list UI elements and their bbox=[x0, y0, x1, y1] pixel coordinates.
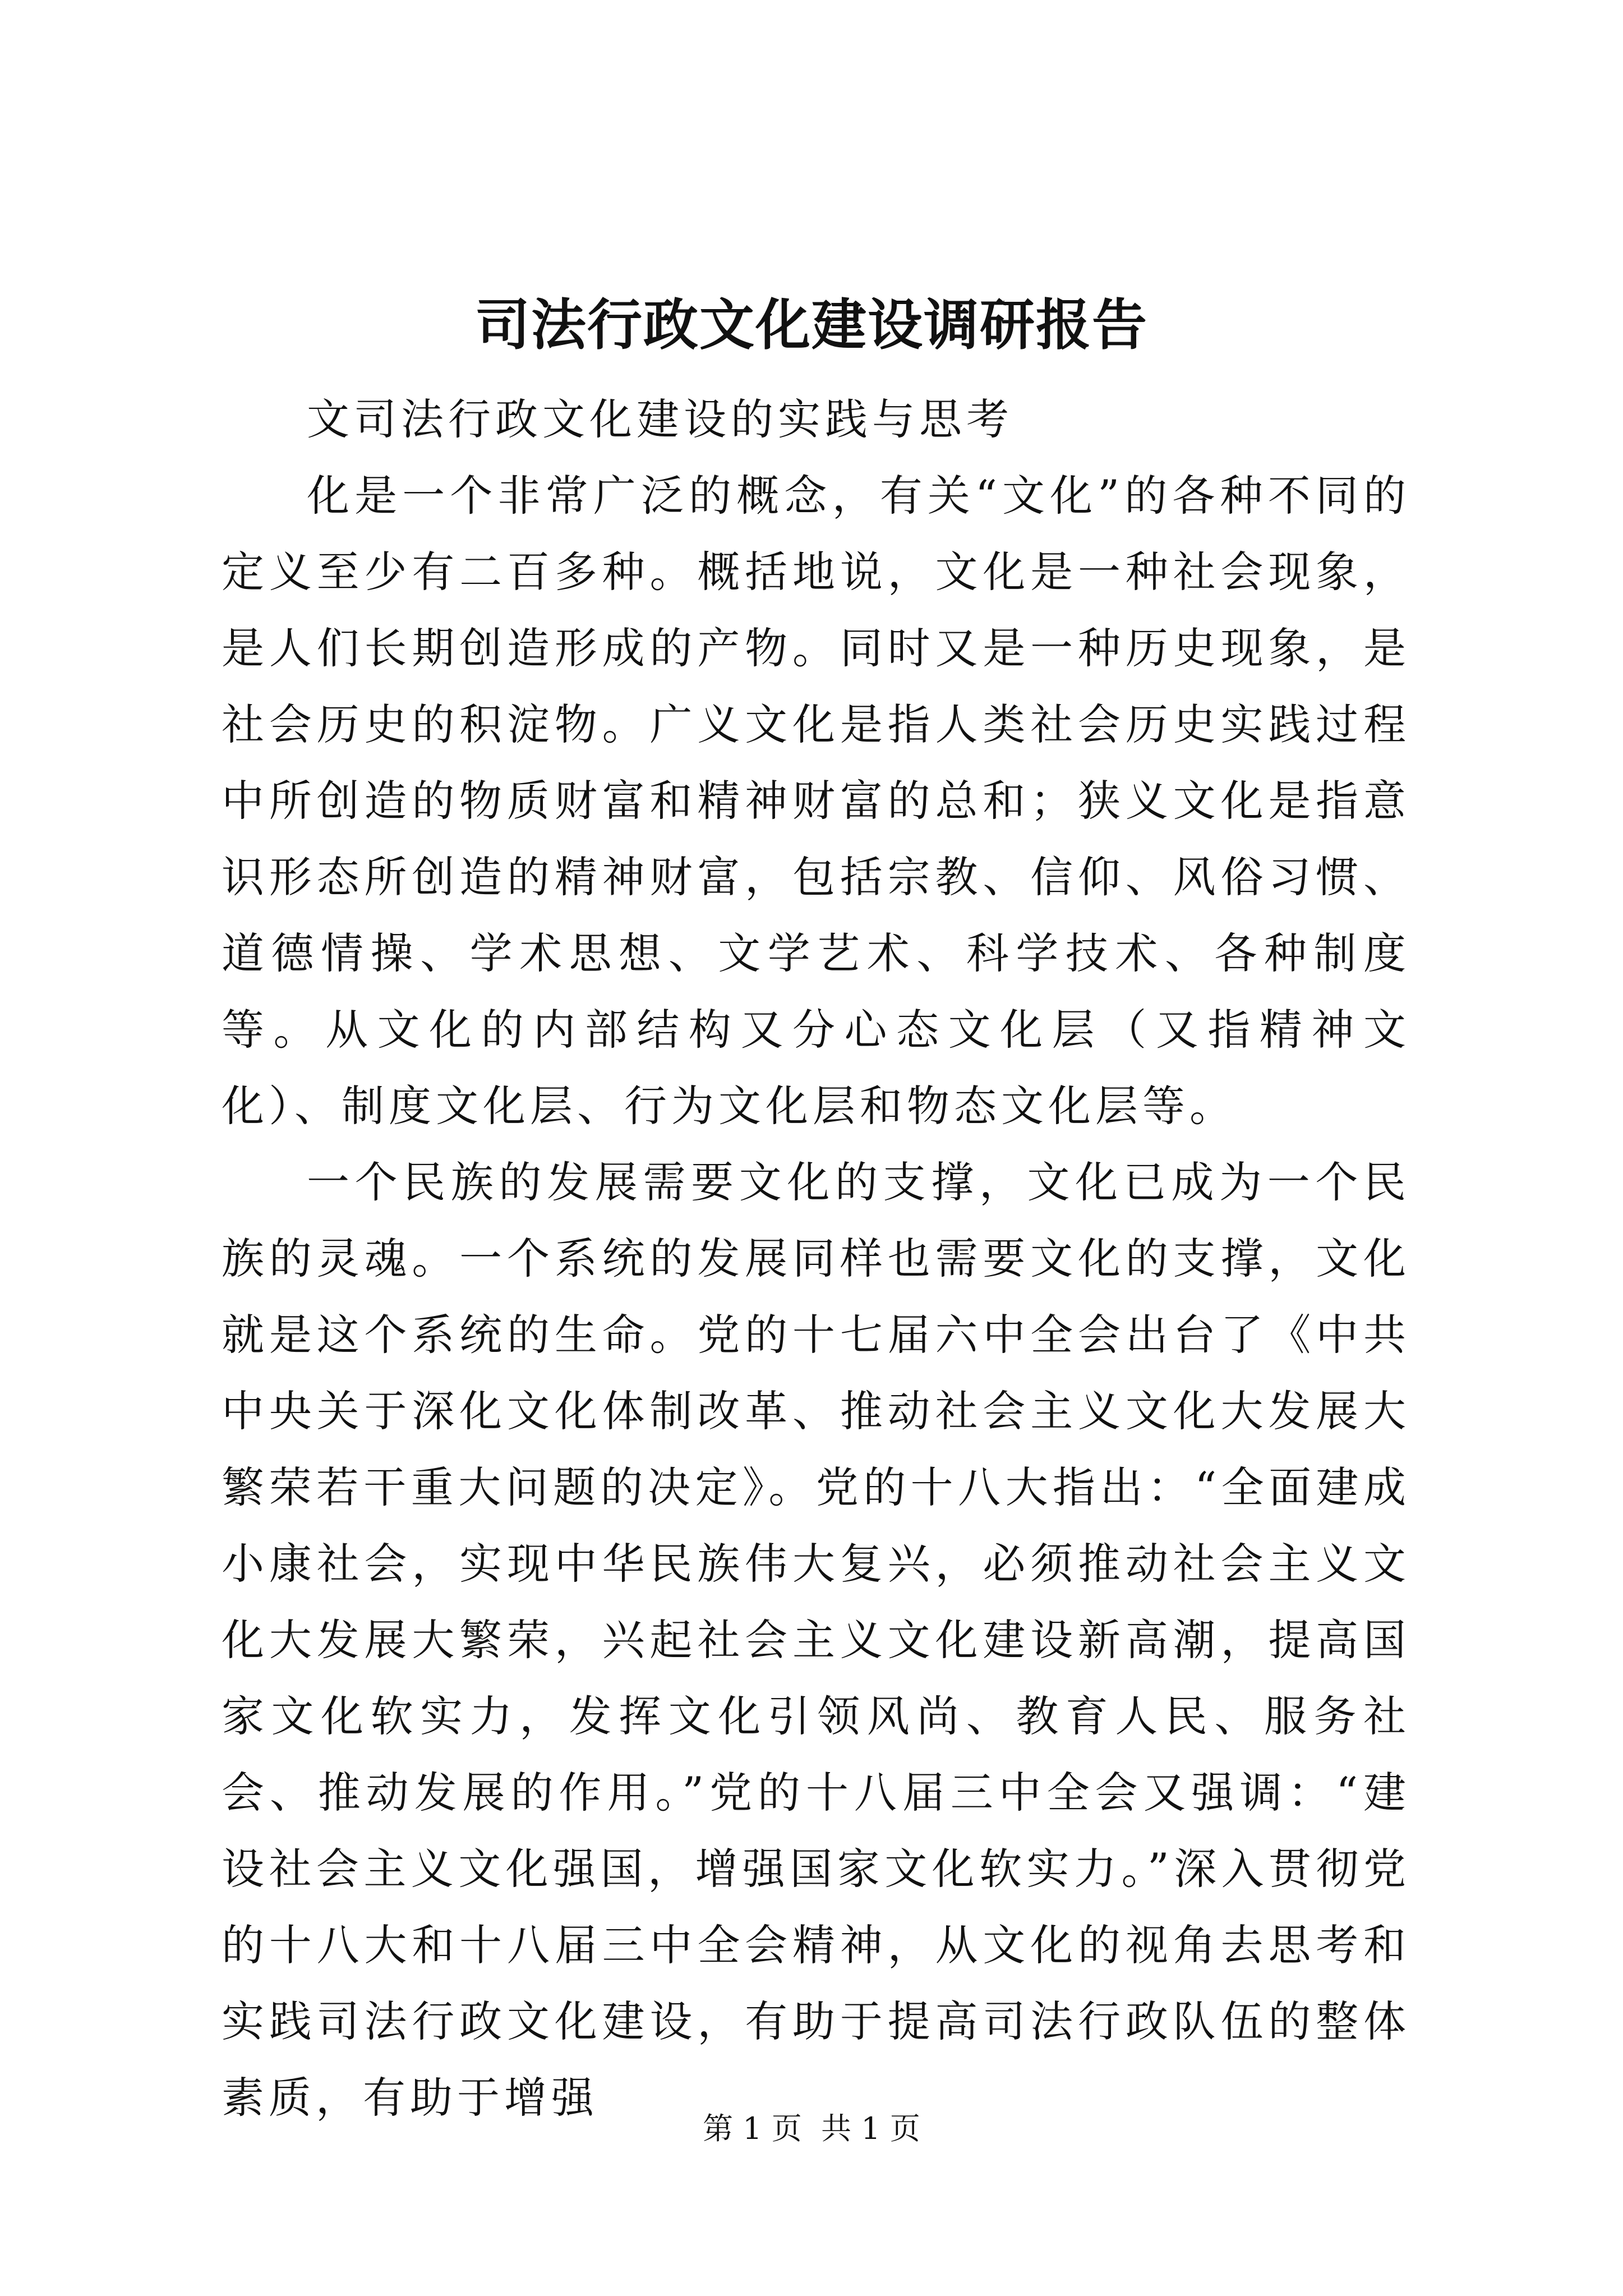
body-paragraph: 化是一个非常广泛的概念，有关“文化”的各种不同的定义至少有二百多种。概括地说，文化是一种社会现象，是人们长期创造形成的产物。同时又是一种历史现象，是社会历史的积淀物。广义文化是指人类社会历史实践过程中所创造的物质财富和精神财富的总和；狭义文化是指意识形态所创造的精神财富，包括宗教、信仰、风俗习惯、道德情操、学术思想、文学艺术、科学技术、各种制度等。从文化的内部结构又分心态文化层（又指精神文化）、制度文化层、行为文化层和物态文化层等。 bbox=[222, 471, 1410, 1131]
page-footer bbox=[0, 2109, 1623, 2148]
document-body bbox=[222, 381, 1410, 2136]
subtitle-paragraph: 文司法行政文化建设的实践与思考 bbox=[307, 394, 1013, 444]
document-title: 司法行政文化建设调研报告 bbox=[474, 293, 1148, 357]
page-number: 第 1 页 共 1 页 bbox=[703, 2111, 920, 2146]
body-paragraph: 一个民族的发展需要文化的支撑，文化已成为一个民族的灵魂。一个系统的发展同样也需要文化的支撑，文化就是这个系统的生命。党的十七届六中全会出台了《中共中央关于深化文化体制改革、推动社会主义文化大发展大繁荣若干重大问题的决定》。党的十八大指出：“全面建成小康社会，实现中华民族伟大复兴，必须推动社会主义文化大发展大繁荣，兴起社会主义文化建设新高潮，提高国家文化软实力，发挥文化引领风尚、教育人民、服务社会、推动发展的作用。”党的十八届三中全会又强调：“建设社会主义文化强国，增强国家文化软实力。”深入贯彻党的十八大和十八届三中全会精神，从文化的视角去思考和实践司法行政文化建设，有助于提高司法行政队伍的整体素质，有助于增强 bbox=[222, 1157, 1410, 2123]
